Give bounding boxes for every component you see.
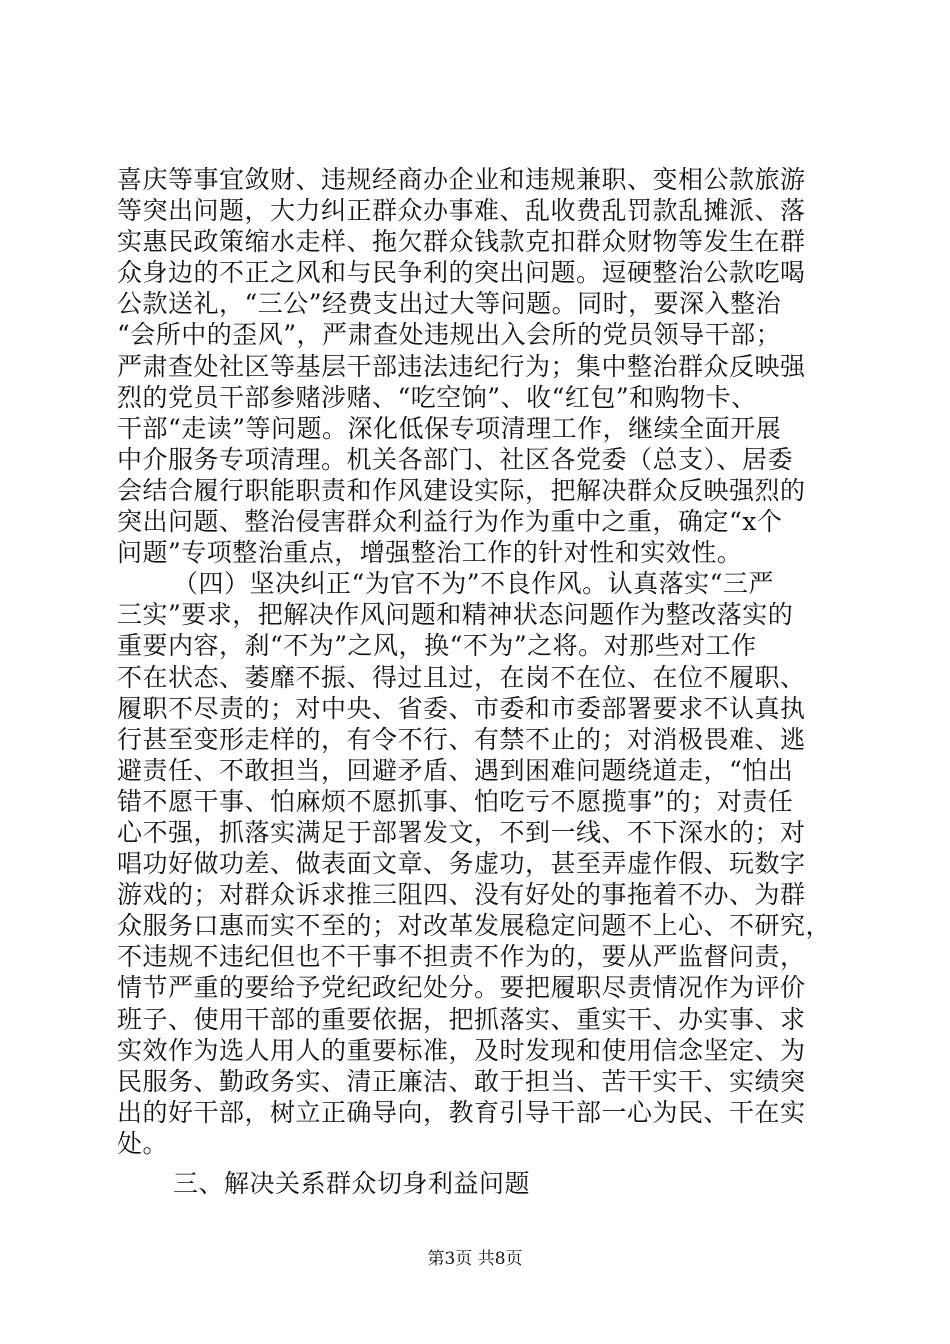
text-line: 重要内容，刹“不为”之风，换“不为”之将。对那些对工作	[117, 631, 757, 661]
text-line: 问题”专项整治重点，增强整治工作的针对性和实效性。	[117, 538, 743, 568]
text-line: 喜庆等事宜敛财、违规经商办企业和违规兼职、变相公款旅游	[117, 165, 806, 194]
text-line: 履职不尽责的；对中央、省委、市委和市委部署要求不认真执	[117, 693, 806, 723]
text-line: 民服务、勤政务实、清正廉洁、敢于担当、苦干实干、实绩突	[117, 1066, 806, 1096]
page-number-footer: 第3页 共8页	[427, 1249, 523, 1269]
text-line: 情节严重的要给予党纪政纪处分。要把履职尽责情况作为评价	[117, 973, 806, 1003]
section-heading: 三、解决关系群众切身利益问题	[173, 1169, 531, 1198]
paragraph-start-line: （四）坚决纠正“为官不为”不良作风。认真落实“三严	[173, 569, 774, 599]
text-line: 唱功好做功差、做表面文章、务虚功，甚至弄虚作假、玩数字	[117, 849, 806, 879]
text-line: 错不愿干事、怕麻烦不愿抓事、怕吃亏不愿揽事”的；对责任	[117, 786, 794, 816]
text-line: 等突出问题，大力纠正群众办事难、乱收费乱罚款乱摊派、落	[117, 196, 806, 226]
text-line: 众服务口惠而实不至的；对改革发展稳定问题不上心、不研究，	[117, 911, 832, 941]
text-line: 处。	[117, 1128, 169, 1158]
text-line: 行甚至变形走样的，有令不行、有禁不止的；对消极畏难、逃	[117, 724, 806, 754]
text-line: 出的好干部，树立正确导向，教育引导干部一心为民、干在实	[117, 1097, 806, 1127]
text-line: 烈的党员干部参赌涉赌、“吃空饷”、收“红包”和购物卡、	[117, 382, 757, 412]
text-line: 避责任、不敢担当，回避矛盾、遇到困难问题绕道走，“怕出	[117, 755, 794, 785]
text-line: 不在状态、萎靡不振、得过且过，在岗不在位、在位不履职、	[117, 662, 806, 692]
text-line: 班子、使用干部的重要依据，把抓落实、重实干、办实事、求	[117, 1004, 806, 1034]
document-body	[117, 164, 845, 1199]
text-line: “会所中的歪风”，严肃查处违规出入会所的党员领导干部；	[117, 320, 782, 350]
text-line: 不违规不违纪但也不干事不担责不作为的，要从严监督问责，	[117, 942, 806, 972]
text-line: 心不强，抓落实满足于部署发文，不到一线、不下深水的；对	[117, 817, 806, 847]
text-line: 干部“走读”等问题。深化低保专项清理工作，继续全面开展	[117, 413, 782, 443]
text-line: 突出问题、整治侵害群众利益行为作为重中之重，确定“x个	[117, 507, 783, 537]
text-line: 会结合履行职能职责和作风建设实际，把解决群众反映强烈的	[117, 475, 806, 505]
text-line: 实惠民政策缩水走样、拖欠群众钱款克扣群众财物等发生在群	[117, 227, 806, 257]
text-line: 三实”要求，把解决作风问题和精神状态问题作为整改落实的	[117, 600, 794, 630]
text-line: 众身边的不正之风和与民争利的突出问题。逗硬整治公款吃喝	[117, 258, 806, 288]
text-line: 实效作为选人用人的重要标准，及时发现和使用信念坚定、为	[117, 1035, 806, 1065]
text-line: 游戏的；对群众诉求推三阻四、没有好处的事拖着不办、为群	[117, 880, 806, 910]
text-line: 中介服务专项清理。机关各部门、社区各党委（总支）、居委	[117, 444, 794, 474]
text-line: 公款送礼，“三公”经费支出过大等问题。同时，要深入整治	[117, 289, 782, 319]
text-line: 严肃查处社区等基层干部违法违纪行为；集中整治群众反映强	[117, 351, 806, 381]
